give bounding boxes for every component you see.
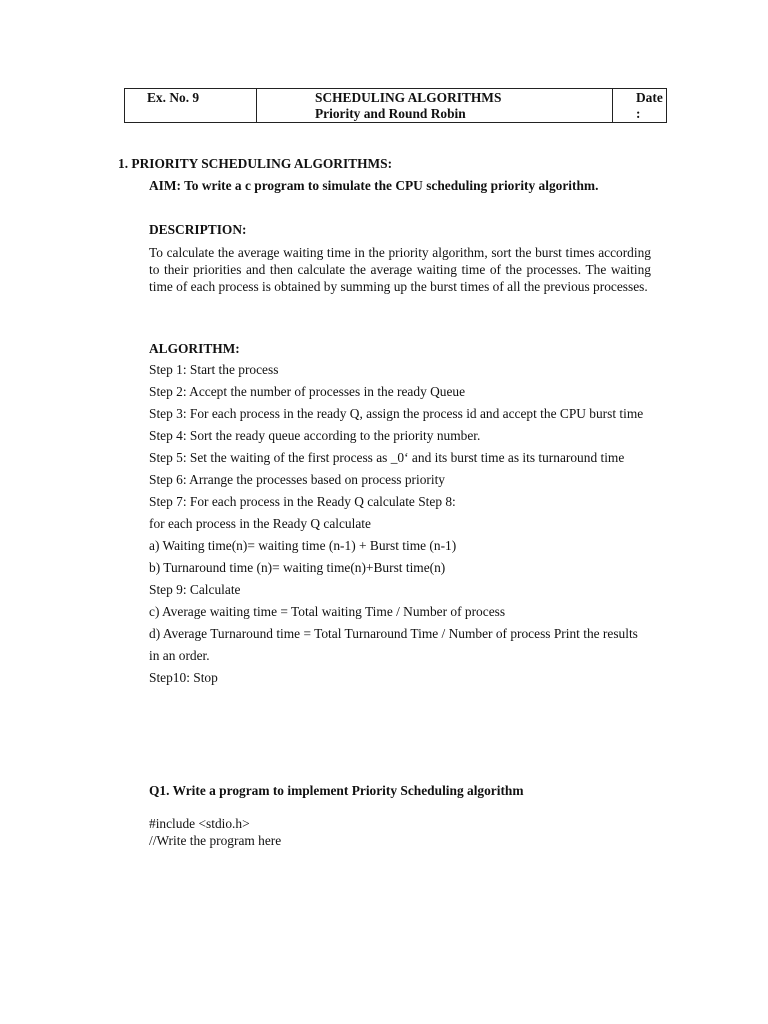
code-comment-line: //Write the program here xyxy=(149,833,282,848)
algorithm-step: Step 5: Set the waiting of the first process as _0‘ and its burst time as its turnaround time xyxy=(149,450,625,465)
algorithm-step: in an order. xyxy=(149,648,210,663)
algorithm-step: Step 7: For each process in the Ready Q calculate Step 8: xyxy=(149,494,456,509)
algorithm-step: Step 9: Calculate xyxy=(149,582,241,597)
algorithm-step: Step10: Stop xyxy=(149,670,218,685)
exercise-subtitle: Priority and Round Robin xyxy=(315,106,466,121)
description-heading: DESCRIPTION: xyxy=(149,222,247,237)
date-label: Date : xyxy=(613,89,667,123)
code-include-line: #include <stdio.h> xyxy=(149,816,250,831)
algorithm-step: b) Turnaround time (n)= waiting time(n)+Burst time(n) xyxy=(149,560,446,575)
algorithm-step: for each process in the Ready Q calculate xyxy=(149,516,371,531)
algorithm-step: Step 6: Arrange the processes based on process priority xyxy=(149,472,446,487)
algorithm-step: a) Waiting time(n)= waiting time (n-1) + Burst time (n-1) xyxy=(149,538,457,553)
header-row xyxy=(125,89,667,123)
algorithm-heading: ALGORITHM: xyxy=(149,341,240,356)
algorithm-step: c) Average waiting time = Total waiting Time / Number of process xyxy=(149,604,506,619)
algorithm-step: Step 4: Sort the ready queue according to the priority number. xyxy=(149,428,481,443)
algorithm-step: Step 1: Start the process xyxy=(149,362,279,377)
algorithm-steps xyxy=(149,362,654,692)
algorithm-step: d) Average Turnaround time = Total Turnaround Time / Number of process Print the results xyxy=(149,626,638,641)
header-table xyxy=(124,88,667,123)
exercise-title-cell xyxy=(257,89,613,123)
algorithm-step: Step 2: Accept the number of processes in the ready Queue xyxy=(149,384,466,399)
aim-statement: AIM: To write a c program to simulate the CPU scheduling priority algorithm. xyxy=(149,178,599,193)
description-body: To calculate the average waiting time in the priority algorithm, sort the burst times according to their priorities and then calculate the average waiting time of the processes. The waiting time of each process is obtained by summing up the burst times of all the previous processes. xyxy=(149,245,651,294)
section-title: 1. PRIORITY SCHEDULING ALGORITHMS: xyxy=(118,156,393,171)
question-title: Q1. Write a program to implement Priority Scheduling algorithm xyxy=(149,783,524,798)
exercise-number: Ex. No. 9 xyxy=(125,89,257,123)
exercise-title: SCHEDULING ALGORITHMS xyxy=(315,90,502,105)
algorithm-step: Step 3: For each process in the ready Q, assign the process id and accept the CPU burst time xyxy=(149,406,644,421)
